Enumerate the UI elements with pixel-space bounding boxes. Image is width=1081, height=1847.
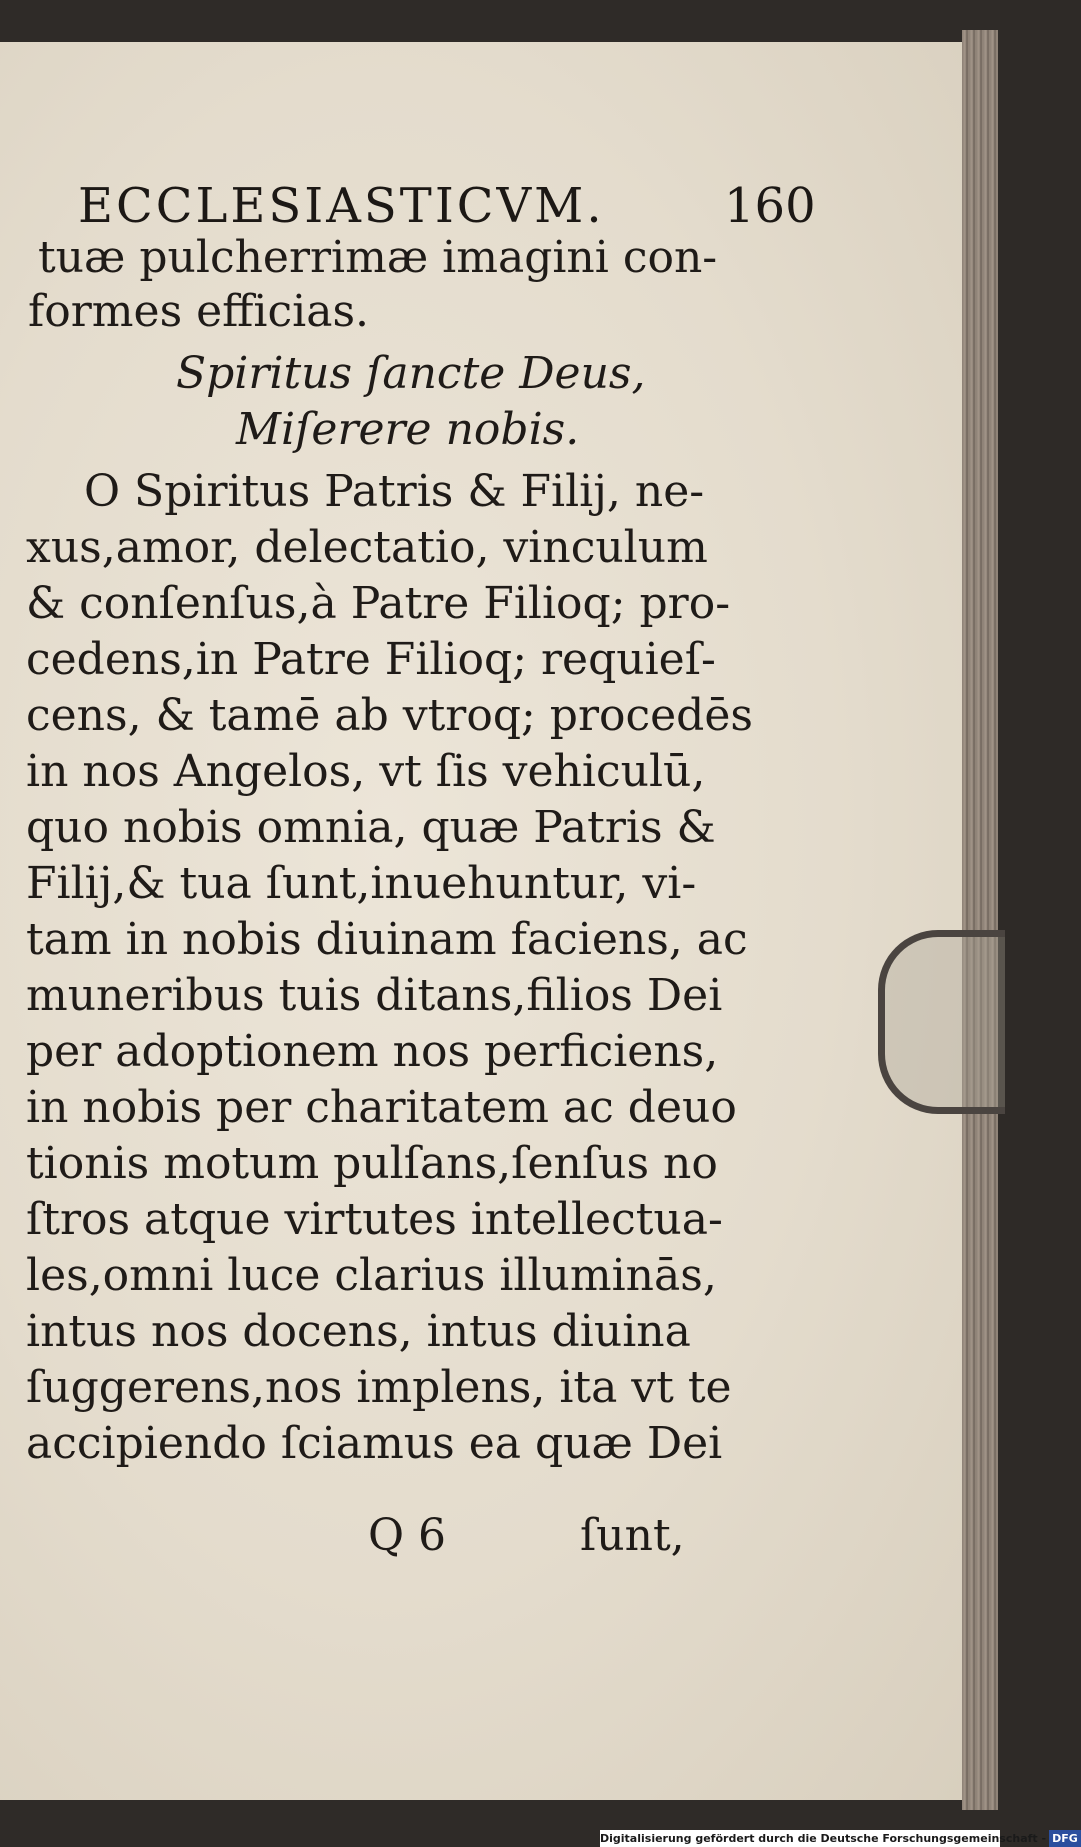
text-line: quo nobis omnia, quæ Patris & [26, 802, 716, 853]
text-line: tam in nobis diuinam faciens, ac [26, 914, 748, 965]
text-line: tuæ pulcherrimæ imagini con- [38, 232, 718, 283]
digitization-credit [600, 1830, 1078, 1847]
text-line: intus nos docens, intus diuina [26, 1306, 691, 1357]
text-line: les,omni luce clarius illuminās, [26, 1250, 717, 1301]
text-line: in nos Angelos, vt ſis vehiculū, [26, 746, 706, 797]
text-line: tionis motum pulſans,ſenſus no [26, 1138, 718, 1189]
dfg-logo: DFG [1049, 1830, 1081, 1847]
page-clip [878, 930, 1005, 1114]
text-line: & conſenſus,à Patre Filioq; pro- [26, 578, 731, 629]
catchword: ſunt, [580, 1510, 685, 1561]
text-line: O Spiritus Patris & Filij, ne- [84, 466, 705, 517]
invocation-line: Miſerere nobis. [236, 404, 580, 455]
credit-text: Digitalisierung gefördert durch die Deutsche Forschungsgemeinschaft - [600, 1832, 1047, 1845]
header-title: ECCLESIASTICVM. [78, 178, 605, 234]
text-line: ſuggerens,nos implens, ita vt te [26, 1362, 732, 1413]
text-line: xus,amor, delectatio, vinculum [26, 522, 708, 573]
text-line: formes efficias. [28, 286, 370, 337]
text-line: muneribus tuis ditans,filios Dei [26, 970, 723, 1021]
page-edges [962, 30, 998, 1810]
text-line: per adoptionem nos perficiens, [26, 1026, 719, 1077]
text-line: in nobis per charitatem ac deuo [26, 1082, 737, 1133]
text-line: ſtros atque virtutes intellectua- [26, 1194, 723, 1245]
running-header [78, 178, 816, 234]
invocation-line: Spiritus ſancte Deus, [176, 348, 646, 399]
text-line: accipiendo ſciamus ea quæ Dei [26, 1418, 723, 1469]
text-line: cens, & tamē ab vtroq; procedēs [26, 690, 753, 741]
signature-mark: Q 6 [368, 1510, 447, 1561]
page-number: 160 [724, 178, 816, 234]
text-line: Filij,& tua ſunt,inuehuntur, vi- [26, 858, 697, 909]
text-line: cedens,in Patre Filioq; requieſ- [26, 634, 716, 685]
